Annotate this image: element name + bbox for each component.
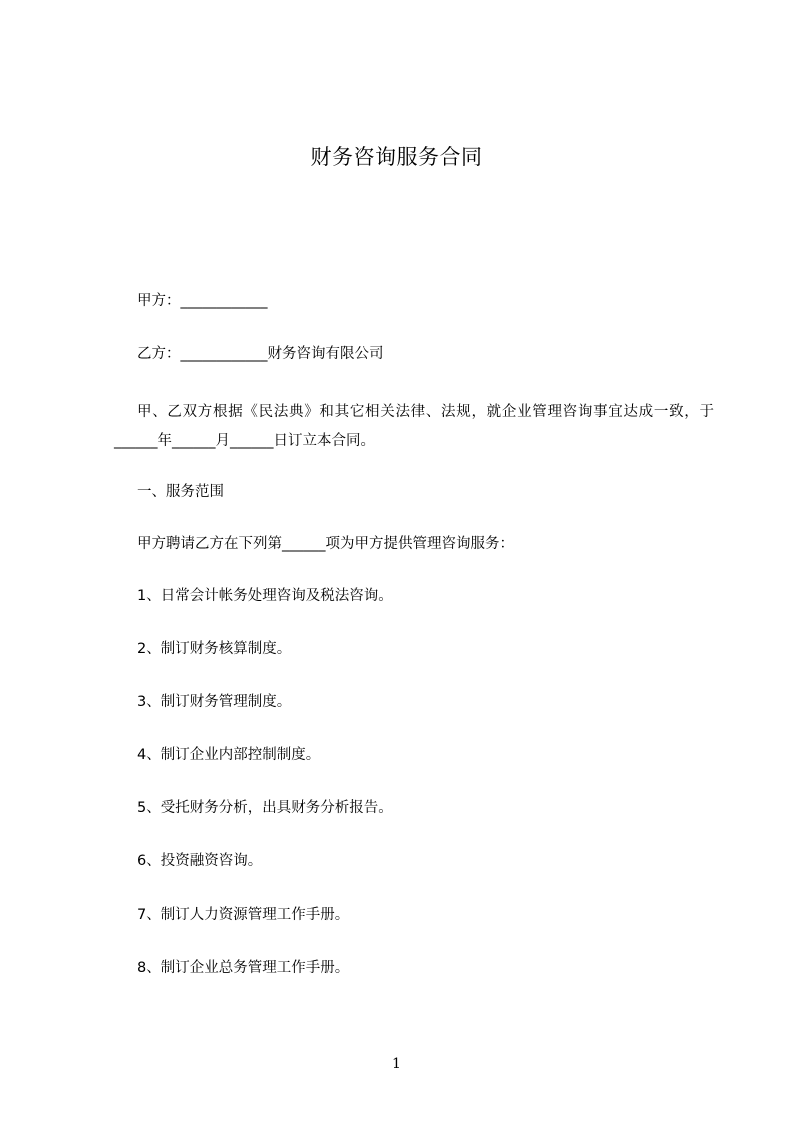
page-number: 1 xyxy=(392,1056,401,1072)
party-a-line: 甲方：____________ xyxy=(137,293,268,309)
document-title: 财务咨询服务合同 xyxy=(310,145,483,169)
list-item: 6、投资融资咨询。 xyxy=(137,853,263,869)
section-heading: 一、服务范围 xyxy=(137,484,224,500)
list-item: 8、制订企业总务管理工作手册。 xyxy=(137,960,350,976)
list-item: 1、日常会计帐务处理咨询及税法咨询。 xyxy=(137,588,393,604)
list-item: 7、制订人力资源管理工作手册。 xyxy=(137,907,350,923)
intro-paragraph: 甲、乙双方根据《民法典》和其它相关法律、法规，就企业管理咨询事宜达成一致，于______年______月______日订立本合同。 xyxy=(114,404,714,449)
party-b-line: 乙方：____________财务咨询有限公司 xyxy=(137,346,384,362)
section-lead: 甲方聘请乙方在下列第______项为甲方提供管理咨询服务： xyxy=(137,536,514,552)
list-item: 4、制订企业内部控制制度。 xyxy=(137,747,321,763)
list-item: 3、制订财务管理制度。 xyxy=(137,694,292,710)
list-item: 5、受托财务分析，出具财务分析报告。 xyxy=(137,800,393,816)
list-item: 2、制订财务核算制度。 xyxy=(137,641,292,657)
